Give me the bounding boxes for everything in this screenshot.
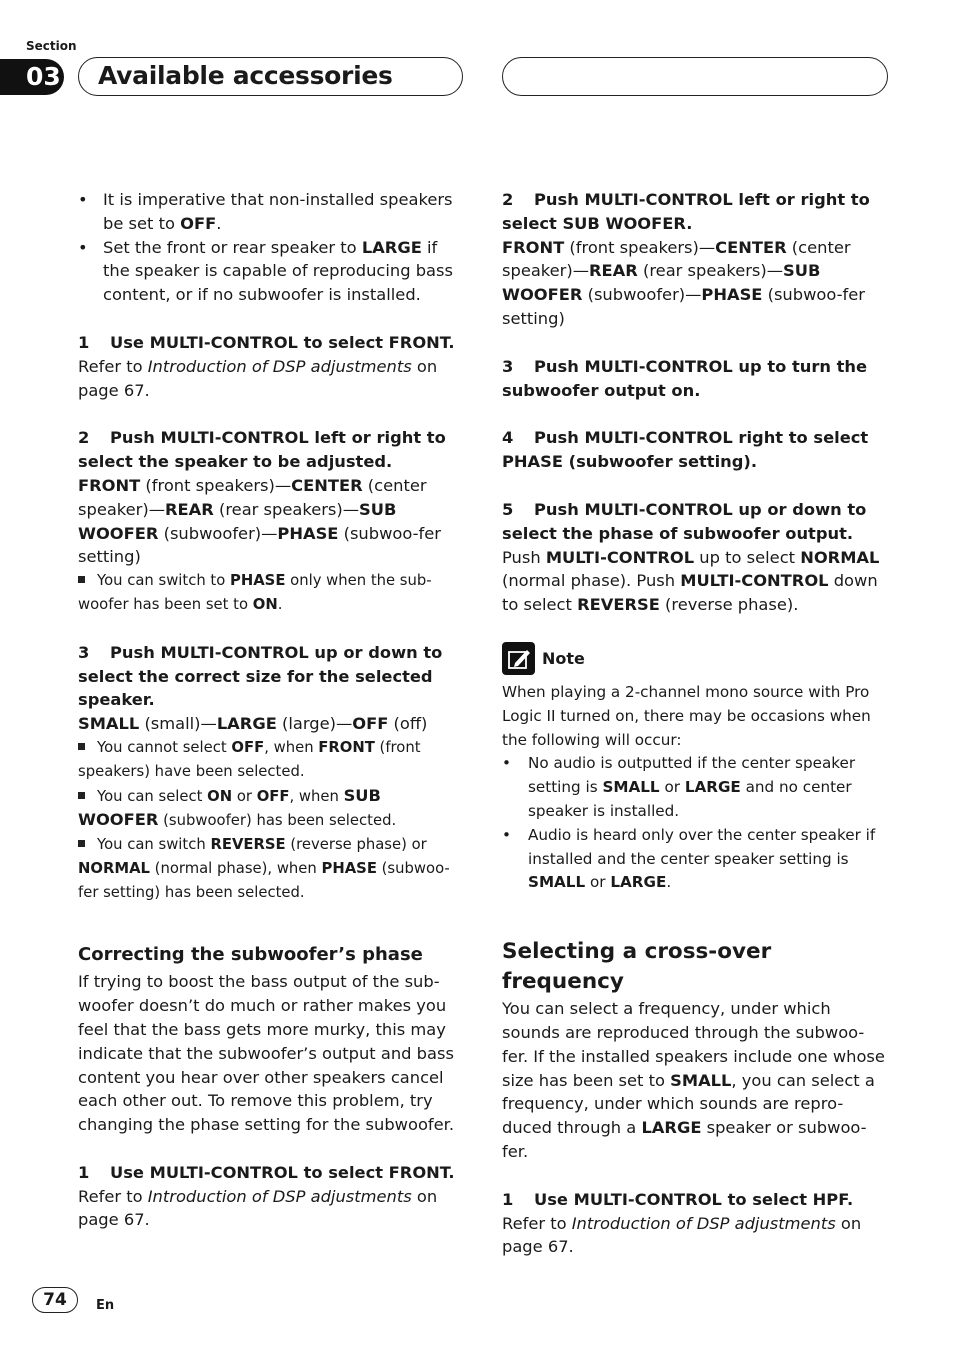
crossover-paragraph: You can select a frequency, under which sounds are reproduced through the subwoo-fer. If the installed speakers include one whose size has been set to SMALL, you can select a frequency, under which sounds are repro-duced through a LARGE speaker or subwoo-fer. bbox=[502, 999, 885, 1161]
speaker-sequence: FRONT (front speakers)—CENTER (center speaker)—REAR (rear speakers)—SUB WOOFER (subwoofer)—PHASE (subwoo-fer setting) bbox=[502, 237, 865, 328]
square-bullet-icon bbox=[78, 576, 85, 583]
note-label: Note bbox=[542, 649, 585, 669]
step-heading: 1 Use MULTI-CONTROL to select HPF. bbox=[502, 1189, 854, 1209]
reference-text: Refer to Introduction of DSP adjustments on page 67. bbox=[78, 1186, 438, 1230]
note-header bbox=[502, 641, 888, 677]
list-item: • No audio is outputted if the center speaker setting is SMALL or LARGE and no center speaker is installed. bbox=[502, 752, 888, 823]
square-note: You cannot select OFF, when FRONT (front speakers) have been selected. bbox=[78, 738, 421, 780]
step-heading: 3 Push MULTI-CONTROL up or down to select the correct size for the selected speaker. bbox=[78, 642, 443, 710]
section-number-badge: 03 bbox=[0, 59, 64, 95]
phase-paragraph: If trying to boost the bass output of the sub-woofer doesn’t do much or rather makes you feel that the bass gets more murky, this may indicate that the subwoofer’s output and bass content you hear over other speakers cancel each other out. To remove this problem, try changing the phase setting for the subwoofer. bbox=[78, 972, 455, 1135]
intro-bullet-list bbox=[78, 188, 464, 307]
phase-instructions: Push MULTI-CONTROL up to select NORMAL (normal phase). Push MULTI-CONTROL down to select REVERSE (reverse phase). bbox=[502, 547, 880, 615]
step-heading: 2 Push MULTI-CONTROL left or right to select SUB WOOFER. bbox=[502, 190, 870, 233]
section-heading: Selecting a cross-over frequency bbox=[502, 939, 772, 995]
size-sequence: SMALL (small)—LARGE (large)—OFF (off) bbox=[78, 714, 428, 734]
section-label: Section bbox=[26, 39, 77, 53]
page-title: Available accessories bbox=[98, 61, 393, 90]
page-number: 74 bbox=[32, 1287, 78, 1313]
header-right-frame bbox=[502, 57, 888, 96]
square-note: You can switch REVERSE (reverse phase) or NORMAL (normal phase), when PHASE (subwoo-fer setting) has been selected. bbox=[78, 836, 450, 901]
step-heading: 5 Push MULTI-CONTROL up or down to select the phase of subwoofer output. bbox=[502, 499, 867, 543]
pencil-note-icon bbox=[502, 642, 535, 675]
step-heading: 1 Use MULTI-CONTROL to select FRONT. bbox=[78, 1162, 455, 1182]
step-heading: 4 Push MULTI-CONTROL right to select PHASE (subwoofer setting). bbox=[502, 428, 869, 472]
square-bullet-icon bbox=[78, 792, 85, 799]
list-item: • It is imperative that non-installed speakers be set to OFF. bbox=[78, 188, 464, 236]
step-heading: 2 Push MULTI-CONTROL left or right to select the speaker to be adjusted. bbox=[78, 428, 446, 472]
subsection-heading: Correcting the subwoofer’s phase bbox=[78, 943, 423, 965]
reference-text: Refer to Introduction of DSP adjustments on page 67. bbox=[502, 1213, 862, 1257]
right-column bbox=[502, 188, 888, 1259]
step-heading: 3 Push MULTI-CONTROL up to turn the subwoofer output on. bbox=[502, 356, 868, 400]
note-bullet-list bbox=[502, 752, 888, 895]
step-heading: 1 Use MULTI-CONTROL to select FRONT. bbox=[78, 332, 455, 352]
note-body bbox=[502, 681, 888, 895]
reference-text: Refer to Introduction of DSP adjustments on page 67. bbox=[78, 356, 438, 400]
square-note: You can select ON or OFF, when SUB WOOFER (subwoofer) has been selected. bbox=[78, 785, 397, 830]
speaker-sequence: FRONT (front speakers)—CENTER (center speaker)—REAR (rear speakers)—SUB WOOFER (subwoofer)—PHASE (subwoo-fer setting) bbox=[78, 475, 441, 567]
left-column bbox=[78, 188, 464, 1232]
square-bullet-icon bbox=[78, 840, 85, 847]
note-intro: When playing a 2-channel mono source with Pro Logic II turned on, there may be occasions when the following will occur: bbox=[502, 682, 871, 749]
language-label: En bbox=[96, 1298, 115, 1313]
list-item: • Set the front or rear speaker to LARGE if the speaker is capable of reproducing bass content, or if no subwoofer is installed. bbox=[78, 236, 464, 307]
square-bullet-icon bbox=[78, 743, 85, 750]
square-note: You can switch to PHASE only when the sub-woofer has been set to ON. bbox=[78, 572, 432, 613]
list-item: • Audio is heard only over the center speaker if installed and the center speaker setting is SMALL or LARGE. bbox=[502, 824, 888, 895]
